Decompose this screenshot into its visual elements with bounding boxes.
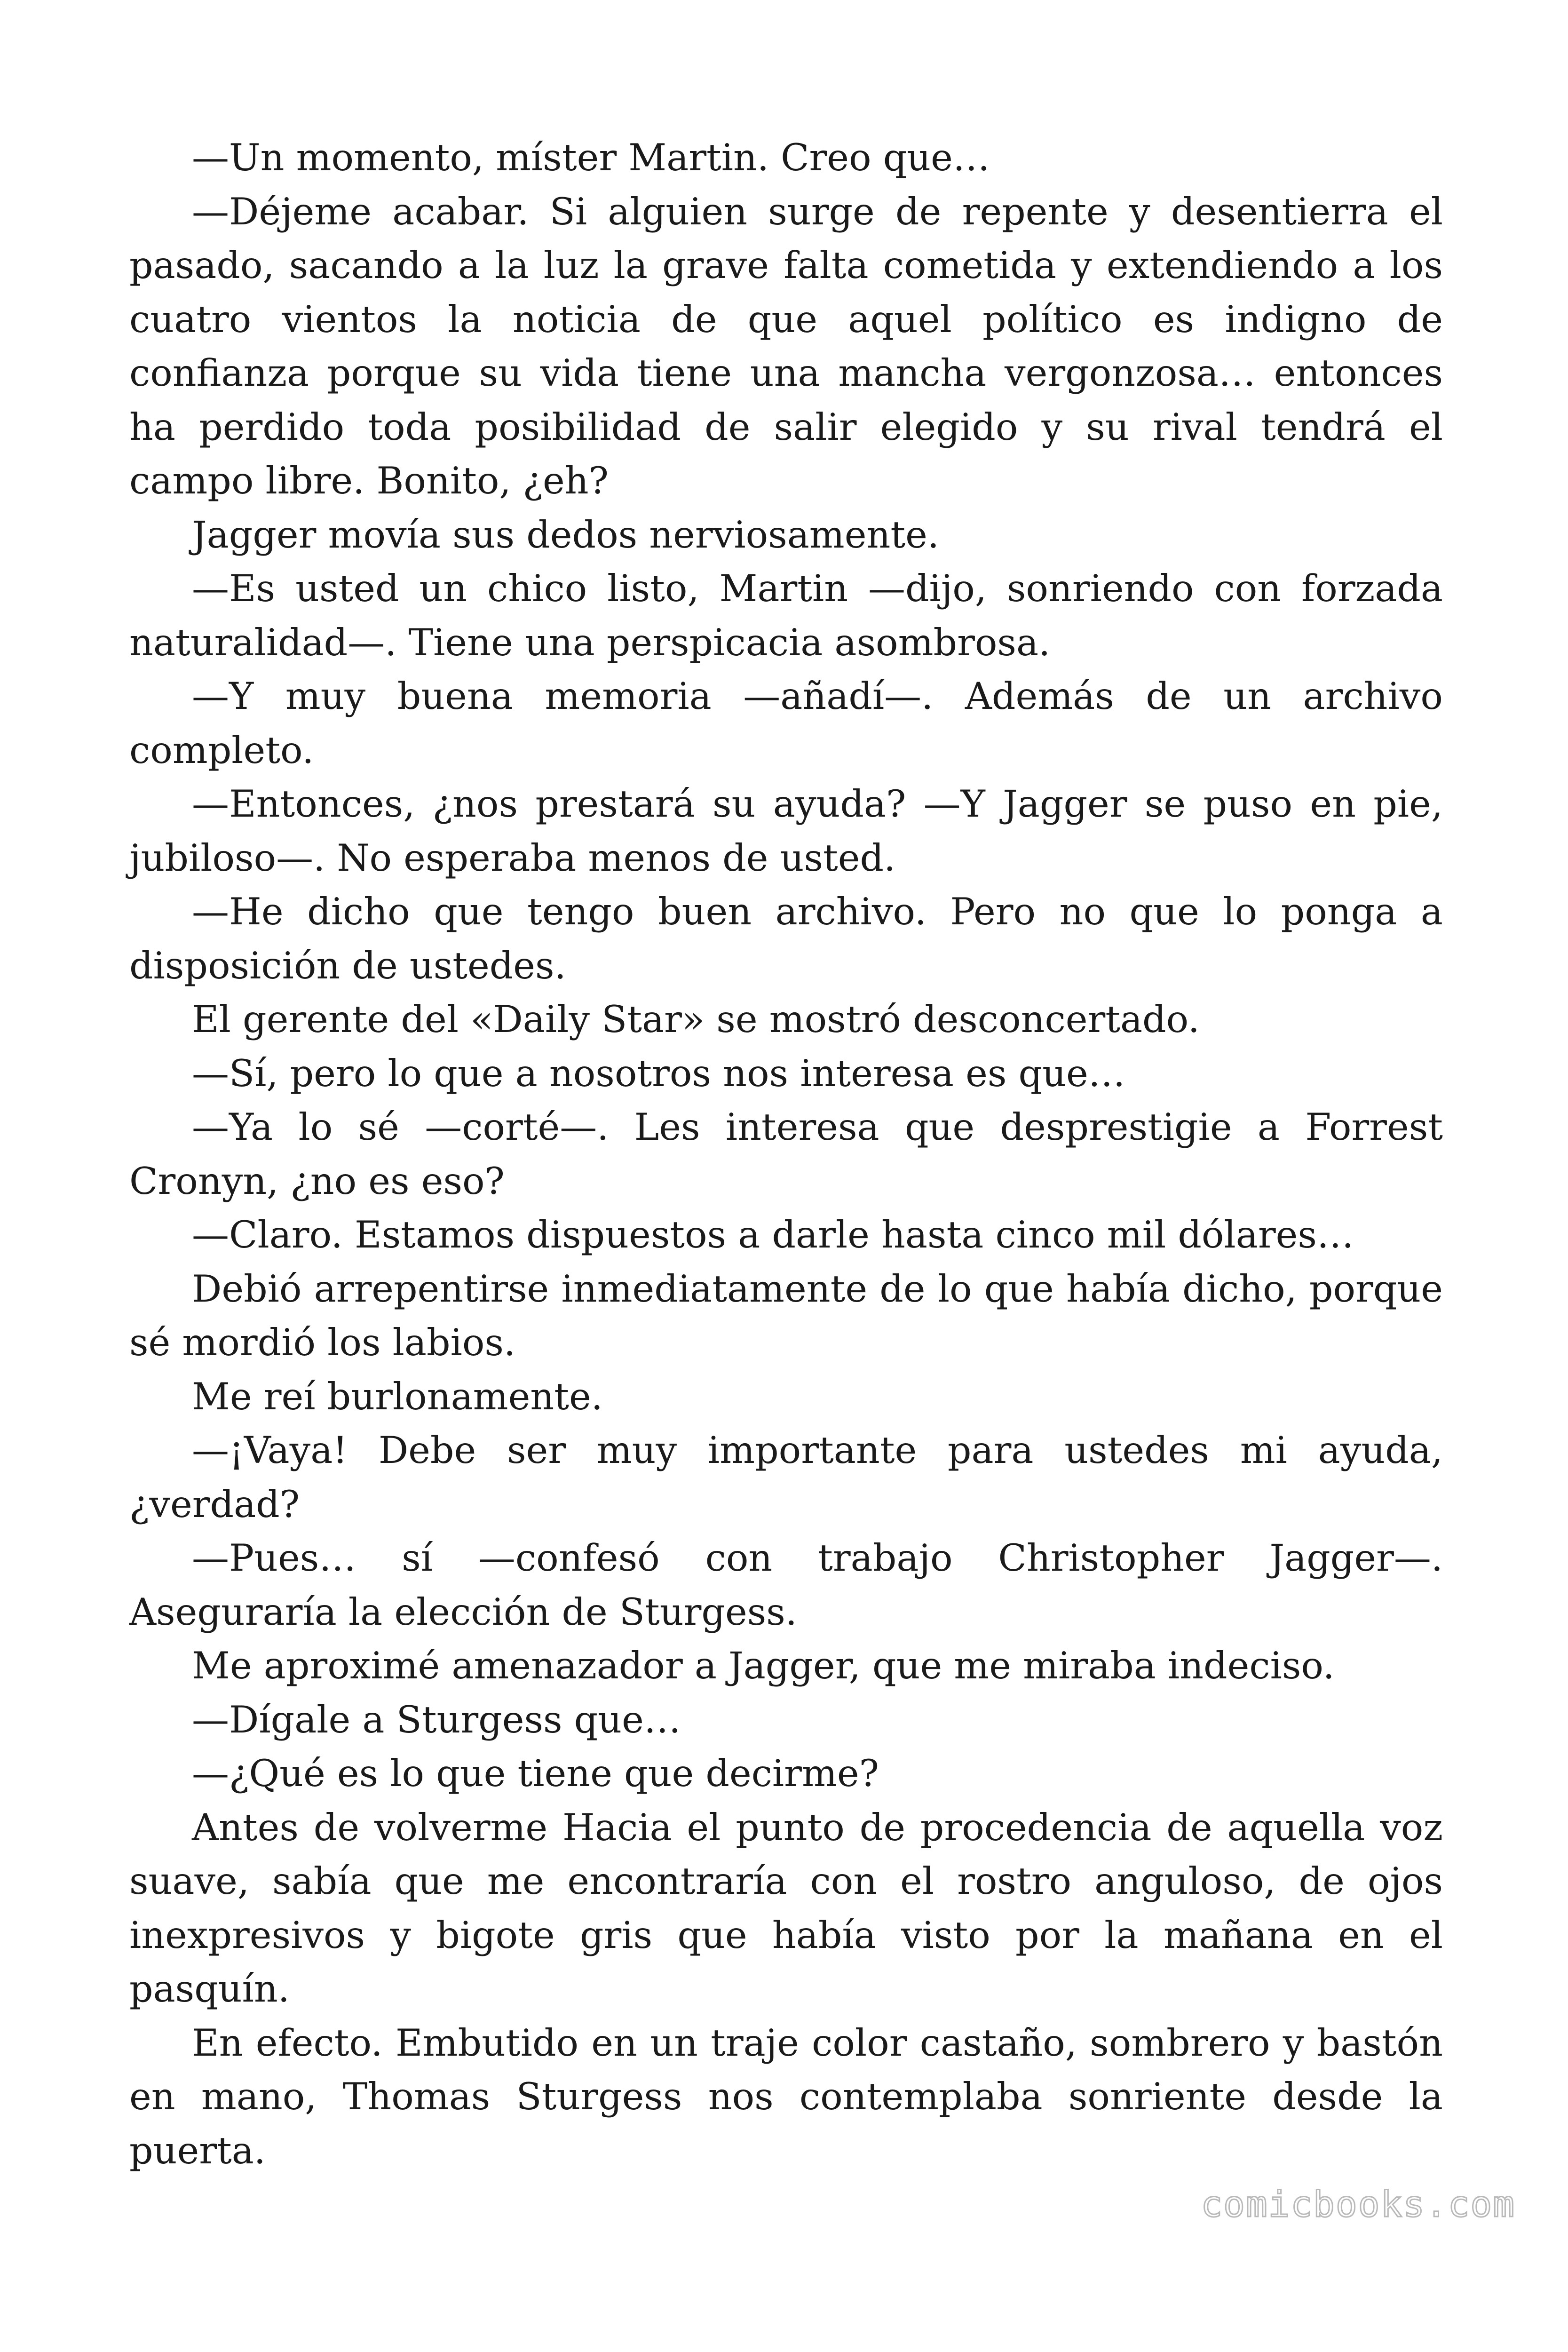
paragraph: Me aproximé amenazador a Jagger, que me miraba indeciso. <box>192 1644 1335 1687</box>
watermark: comicbooks.com <box>1201 2183 1515 2225</box>
paragraph: —¡Vaya! Debe ser muy importante para ustedes mi ayuda, ¿verdad? <box>129 1429 1443 1526</box>
paragraph: —Ya lo sé —corté—. Les interesa que desprestigie a Forrest Cronyn, ¿no es eso? <box>129 1105 1443 1203</box>
paragraph: —Es usted un chico listo, Martin —dijo, sonriendo con forzada naturalidad—. Tiene una perspicacia asombrosa. <box>129 567 1443 664</box>
book-page-text <box>129 131 1443 2177</box>
paragraph: —Déjeme acabar. Si alguien surge de repente y desentierra el pasado, sacando a la luz la grave falta cometida y extendiendo a los cuatro vientos la noticia de que aquel político es indigno de confianza porque su vida tiene una mancha vergonzosa… entonces ha perdido toda posibilidad de salir elegido y su rival tendrá el campo libre. Bonito, ¿eh? <box>129 190 1443 502</box>
paragraph: —Pues… sí —confesó con trabajo Christopher Jagger—. Aseguraría la elección de Sturgess. <box>129 1536 1443 1634</box>
paragraph: Debió arrepentirse inmediatamente de lo que había dicho, porque sé mordió los labios. <box>129 1267 1443 1364</box>
paragraph: —¿Qué es lo que tiene que decirme? <box>192 1752 879 1795</box>
paragraph: —Un momento, míster Martin. Creo que… <box>192 136 990 179</box>
paragraph: Jagger movía sus dedos nerviosamente. <box>192 513 939 556</box>
paragraph: Me reí burlonamente. <box>192 1375 603 1418</box>
paragraph: —Sí, pero lo que a nosotros nos interesa es que… <box>192 1051 1125 1095</box>
paragraph: Antes de volverme Hacia el punto de procedencia de aquella voz suave, sabía que me encontraría con el rostro anguloso, de ojos inexpresivos y bigote gris que había visto por la mañana en el pasquín. <box>129 1805 1443 2010</box>
paragraph: —Y muy buena memoria —añadí—. Además de un archivo completo. <box>129 675 1443 772</box>
paragraph: —Dígale a Sturgess que… <box>192 1698 681 1741</box>
paragraph: —He dicho que tengo buen archivo. Pero no que lo ponga a disposición de ustedes. <box>129 890 1443 987</box>
paragraph: —Entonces, ¿nos prestará su ayuda? —Y Jagger se puso en pie, jubiloso—. No esperaba menos de usted. <box>129 782 1443 880</box>
paragraph: El gerente del «Daily Star» se mostró desconcertado. <box>192 998 1200 1041</box>
paragraph: —Claro. Estamos dispuestos a darle hasta cinco mil dólares… <box>192 1213 1354 1256</box>
paragraph: En efecto. Embutido en un traje color castaño, sombrero y bastón en mano, Thomas Sturgess nos contemplaba sonriente desde la puerta. <box>129 2021 1443 2172</box>
